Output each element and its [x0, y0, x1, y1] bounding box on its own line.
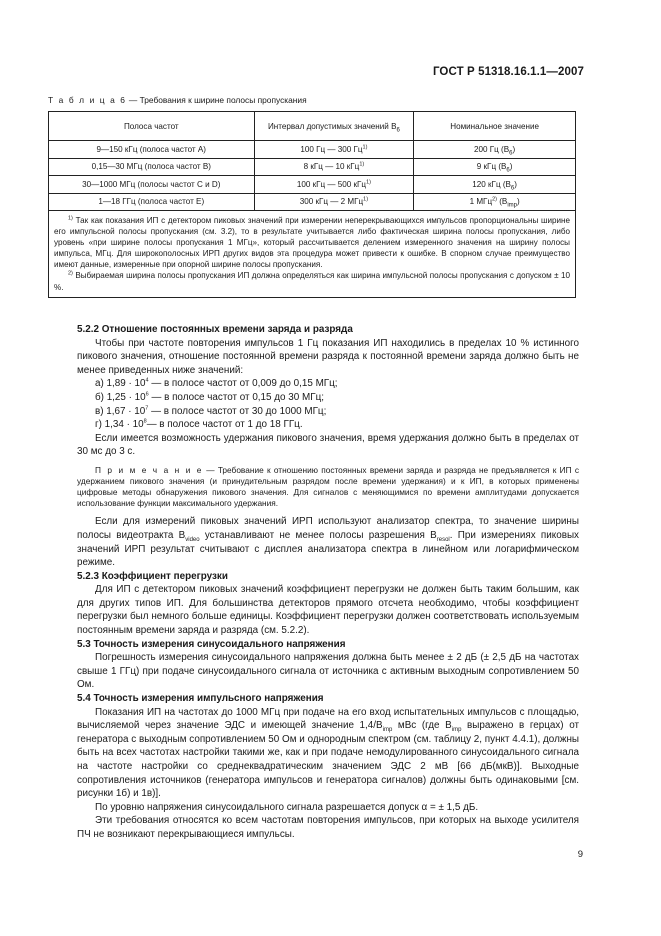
- table-row: [49, 176, 576, 194]
- table-footnotes: [49, 211, 576, 298]
- table-row: [49, 158, 576, 176]
- table-notes-row: [49, 211, 576, 298]
- paragraph: Для ИП с детектором пиковых значений коэффициент перегрузки не должен быть таким большим, как для других типов ИП. Для большинства детекторов прямого отсчета необходимо, чтобы коэффициент перегрузки был немного больше единицы. Коэффициент перегрузки должен соответствовать используемым постоянным времени заряда и разряда (см. 5.2.2).: [77, 584, 579, 637]
- table-row: [49, 141, 576, 159]
- cell-band: 30—1000 МГц (полосы частот С и D): [49, 176, 255, 194]
- cell-nominal: 200 Гц $(B_6)$: [414, 141, 576, 159]
- cell-interval: 100 кГц — 500 кГц$^{1)}$: [254, 176, 414, 194]
- table-row: [49, 193, 576, 211]
- paragraph: Показания ИП на частотах до 1000 МГц при подаче на его вход испытательных импульсов с площадью, вычисляемой через значение ЭДС и имеющей значение $1,4/B_{imp}$ мВс (где $B_{imp}$ выражено в герцах) от генератора с выходным сопротивлением 50 Ом и однородным спектром (см. таблицу 2, пункт 4.4.1), должны быть на всех частотах настройки такими же, как и при подаче немодулированного синусоидального сигнала на частоте настройки со среднеквадратическим значением ЭДС 2 мВ [66 дБ(мкВ)]. Выходные сопротивления источников (генератора импульсов и генератора сигналов) должны быть одинаковыми [см. рисунки 1б) и 1в)].: [77, 706, 579, 800]
- cell-nominal: 9 кГц $(B_6)$: [414, 158, 576, 176]
- footnote-2: $^{2)}$ Выбираемая ширина полосы пропускания ИП должна определяться как ширина импульсной полосы пропускания с допуском ± 10 %.: [54, 270, 570, 292]
- list-item: а) $1,89 \cdot 10^4$ — в полосе частот от 0,009 до 0,15 МГц;: [95, 378, 338, 390]
- header-nominal: Номинальное значение: [414, 112, 576, 141]
- cell-band: 9—150 кГц (полоса частот А): [49, 141, 255, 159]
- table-header-row: [49, 112, 576, 141]
- table-caption-label: Т а б л и ц а 6: [48, 95, 127, 105]
- section-5-2-2-title: 5.2.2 Отношение постоянных времени заряда и разряда: [77, 324, 353, 335]
- paragraph: Погрешность измерения синусоидального напряжения должна быть менее ± 2 дБ (± 2,5 дБ на частотах свыше 1 ГГц) при подаче синусоидального сигнала от источника с активным выходным сопротивлением 50 Ом.: [77, 652, 579, 691]
- note: П р и м е ч а н и е — Требование к отношению постоянных времени заряда и разряда не предъявляется к ИП с удержанием пикового значения (и принудительным разрядом после времени удержания) и к ИП, в которых применены цифровые методы обнаружения пикового значения. Для сигналов с меняющимися по времени амплитудами допускается использование функции максимального удержания.: [77, 464, 579, 509]
- table-caption: [48, 95, 307, 105]
- paragraph: Если имеется возможность удержания пикового значения, время удержания должно быть в пределах от 30 мс до 3 с.: [77, 432, 579, 458]
- header-interval: Интервал допустимых значений $B_6$: [254, 112, 414, 141]
- page-number: 9: [577, 849, 583, 860]
- footnote-1: $^{1)}$ Так как показания ИП с детектором пиковых значений при измерении неперекрывающихся импульсов пропорциональны ширине его импульсной полосы пропускания (см. 3.2), то в результате учитывается либо фактическая ширина полосы пропускания, либо уровень «при ширине полосы пропускания 1 МГц», который рассчитывается делением измеренного значения на ширину полосы импульса, МГц. Для широкополосных ИРП других видов эта процедура может привести к ошибке. В спорном случае преимущество имеют данные, измеренные при опорной ширине полосы пропускания.: [54, 215, 570, 270]
- paragraph: Чтобы при частоте повторения импульсов 1 Гц показания ИП находились в пределах 10 % истинного пикового значения, отношение постоянной времени разряда к постоянной времени заряда должно быть не менее приведенных ниже значений:: [77, 337, 579, 376]
- paragraph: Если для измерений пиковых значений ИРП используют анализатор спектра, то значение ширины полосы видеотракта $B_{video}$ устанавливают не менее полосы разрешения $B_{resol}$. При измерениях пиковых значений ИРП результат считывают с дисплея анализатора спектра в линейном или логарифмическом режиме.: [77, 516, 579, 569]
- bandwidth-table: [48, 111, 576, 298]
- cell-interval: 100 Гц — 300 $Гц^{1)}$: [254, 141, 414, 159]
- section-5-2-3-title: 5.2.3 Коэффициент перегрузки: [77, 570, 228, 582]
- list-item: в) $1,67 \cdot 10^7$ — в полосе частот от 30 до 1000 МГц;: [95, 405, 327, 417]
- section-5-3-title: 5.3 Точность измерения синусоидального напряжения: [77, 638, 346, 650]
- paragraph: Эти требования относятся ко всем частотам повторения импульсов, при которых на выходе усилителя ПЧ не возникают перекрывающиеся импульсы.: [77, 815, 579, 840]
- cell-band: 0,15—30 МГц (полоса частот В): [49, 158, 255, 176]
- body-text: [77, 323, 579, 842]
- list-item: б) $1,25 \cdot 10^6$ — в полосе частот от 0,15 до 30 МГц;: [95, 391, 324, 403]
- document-id: ГОСТ Р 51318.16.1.1—2007: [432, 66, 584, 78]
- cell-nominal: 1 МГц$^{2)}$ $(B_{imp})$: [414, 193, 576, 211]
- cell-interval: 8 кГц — 10 кГц$^{1)}$: [254, 158, 414, 176]
- list-item: г) $1,34 \cdot 10^8—$ в полосе частот от 1 до 18 ГГц.: [95, 418, 303, 431]
- header-frequency-band: Полоса частот: [49, 112, 255, 141]
- table-caption-text: — Требования к ширине полосы пропускания: [126, 95, 307, 105]
- paragraph: По уровню напряжения синусоидального сигнала разрешается допуск α = ± 1,5 дБ.: [95, 801, 479, 813]
- cell-band: 1—18 ГГц (полоса частот Е): [49, 193, 255, 211]
- section-5-4-title: 5.4 Точность измерения импульсного напряжения: [77, 693, 324, 705]
- cell-nominal: 120 кГц $(B_6)$: [414, 176, 576, 194]
- cell-interval: 300 кГц — 2 МГц$^{1)}$: [254, 193, 414, 211]
